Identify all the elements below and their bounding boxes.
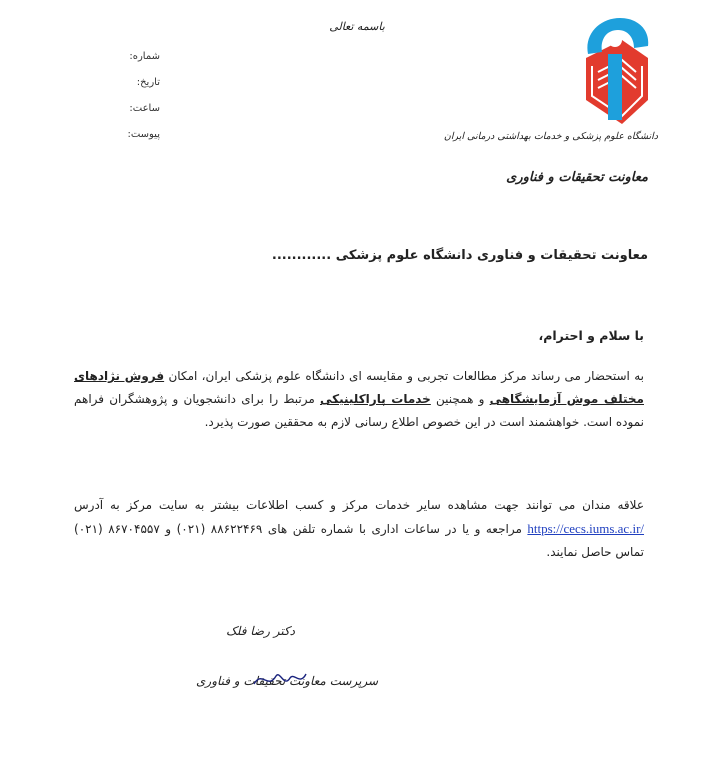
recipient-line: معاونت تحقیقات و فناوری دانشگاه علوم پزشکی ............ [271, 248, 648, 263]
meta-time: ساعت: [129, 103, 160, 114]
basmala: باسمه تعالی [329, 20, 385, 33]
p2-text-a: علاقه مندان می توانند جهت مشاهده سایر خدمات مرکز و کسب اطلاعات بیشتر به سایت مرکز به آدرس [74, 498, 644, 512]
signatory-name: دکتر رضا فلک [226, 624, 296, 638]
university-logo-icon [578, 14, 656, 132]
p1-text-a: به استحضار می رساند مرکز مطالعات تجربی و مقایسه ای دانشگاه علوم پزشکی ایران، امکان [164, 369, 644, 383]
org-name-line: دانشگاه علوم پزشکی و خدمات بهداشتی درمانی ایران [443, 131, 658, 142]
greeting-line: با سلام و احترام، [538, 328, 644, 343]
meta-attachment: پیوست: [127, 129, 160, 140]
meta-number: شماره: [129, 51, 160, 62]
website-link[interactable]: https://cecs.iums.ac.ir/ [527, 521, 645, 536]
paragraph-1 [74, 365, 644, 434]
p1-text-e: مرتبط را برای دانشجویان و پژوهشگران فراهم نموده است. خواهشمند است در این خصوص اطلاع رسانی لازم به محققین صورت پذیرد. [74, 392, 644, 429]
paragraph-2 [74, 494, 644, 564]
p1-highlight-sale: فروش نژادهای مختلف موش آزمایشگاهی [74, 369, 644, 406]
org-department-line: معاونت تحقیقات و فناوری [506, 170, 648, 185]
meta-date: تاریخ: [136, 77, 160, 88]
p2-text-b: مراجعه و یا در ساعات اداری با شماره تلفن های ۸۸۶۲۲۴۶۹ (۰۲۱) و ۸۶۷۰۴۵۵۷ (۰۲۱) تماس حاصل نمایند. [74, 522, 644, 559]
letter-meta [127, 50, 160, 154]
p1-highlight-services: خدمات پاراکلینیکی [319, 392, 431, 406]
p1-text-c: و همچنین [430, 392, 490, 406]
signatory-title: سرپرست معاونت تحقیقات و فناوری [196, 674, 379, 688]
signature-scribble-icon [250, 666, 310, 694]
